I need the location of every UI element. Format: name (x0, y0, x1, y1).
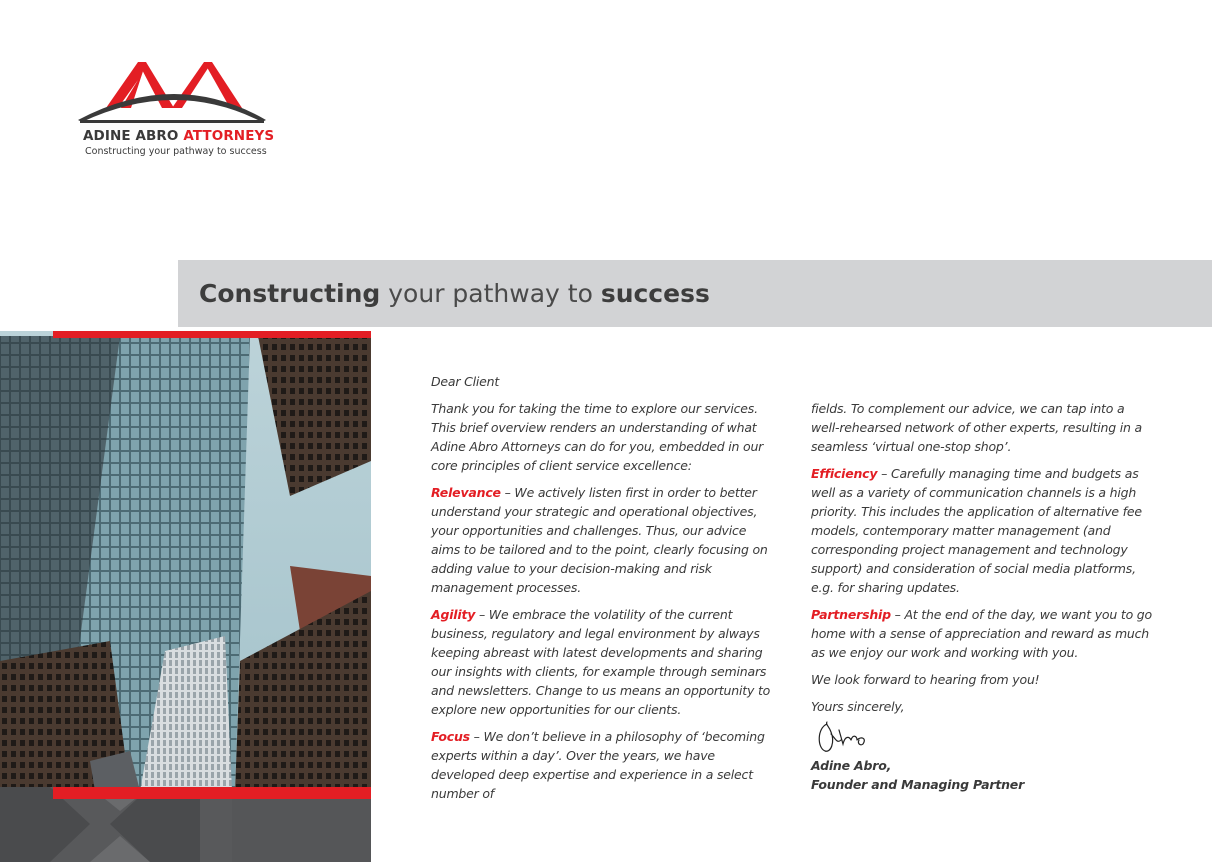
relevance-paragraph: Relevance – We actively listen first in order to better understand your strategic and operational objectives, your opportunities and challenges. Thus, our advice aims to be tailored and to the point, clearly focusing on adding value to your decision-making and risk management processes. (431, 485, 768, 595)
agility-label: Agility (431, 607, 476, 622)
company-logo (76, 60, 276, 160)
salutation: Dear Client (431, 374, 500, 389)
handwritten-signature (813, 718, 1156, 756)
partnership-paragraph: Partnership – At the end of the day, we want you to go home with a sense of appreciation and reward as much as we enjoy our work and working with you. (811, 607, 1152, 660)
partnership-label: Partnership (811, 607, 891, 622)
closing-line: We look forward to hearing from you! (811, 672, 1040, 687)
efficiency-paragraph: Efficiency – Carefully managing time and budgets as well as a variety of communication channels is a high priority. This includes the application of alternative fee models, contemporary matter management (and corresponding project management and technology support) and consideration of social media platforms, e.g. for sharing updates. (811, 466, 1142, 595)
signer-name: Adine Abro, (811, 758, 892, 773)
skyscraper-illustration (0, 331, 371, 862)
efficiency-label: Efficiency (811, 466, 878, 481)
agility-paragraph: Agility – We embrace the volatility of the current business, regulatory and legal environment by always keeping abreast with latest developments and sharing our insights with clients, for example through seminars and newsletters. Change to us means an opportunity to explore new opportunities for our clients. (431, 607, 771, 717)
skyscraper-photo (0, 331, 371, 862)
intro-paragraph: Thank you for taking the time to explore our services. This brief overview renders an understanding of what Adine Abro Attorneys can do for you, embedded in our core principles of client service excellence: (431, 401, 764, 473)
banner-title: Constructing your pathway to success (199, 279, 710, 308)
logo-tagline: Constructing your pathway to success (85, 146, 267, 157)
focus-label: Focus (431, 729, 470, 744)
letter-column-left (431, 372, 771, 811)
relevance-label: Relevance (431, 485, 501, 500)
headline-banner (178, 260, 1212, 327)
sign-off: Yours sincerely, (811, 699, 905, 714)
letter-column-right (811, 399, 1156, 794)
logo-monogram-graphic (76, 60, 276, 130)
logo-company-name: ADINE ABRO ATTORNEYS (83, 128, 275, 144)
focus-paragraph: Focus – We don’t believe in a philosophy of ‘becoming experts within a day’. Over the years, we have developed deep expertise and experience in a select number of (431, 729, 765, 801)
signer-title: Founder and Managing Partner (811, 777, 1025, 792)
focus-paragraph-continued: fields. To complement our advice, we can tap into a well-rehearsed network of other experts, resulting in a seamless ‘virtual one-stop shop’. (811, 401, 1142, 454)
